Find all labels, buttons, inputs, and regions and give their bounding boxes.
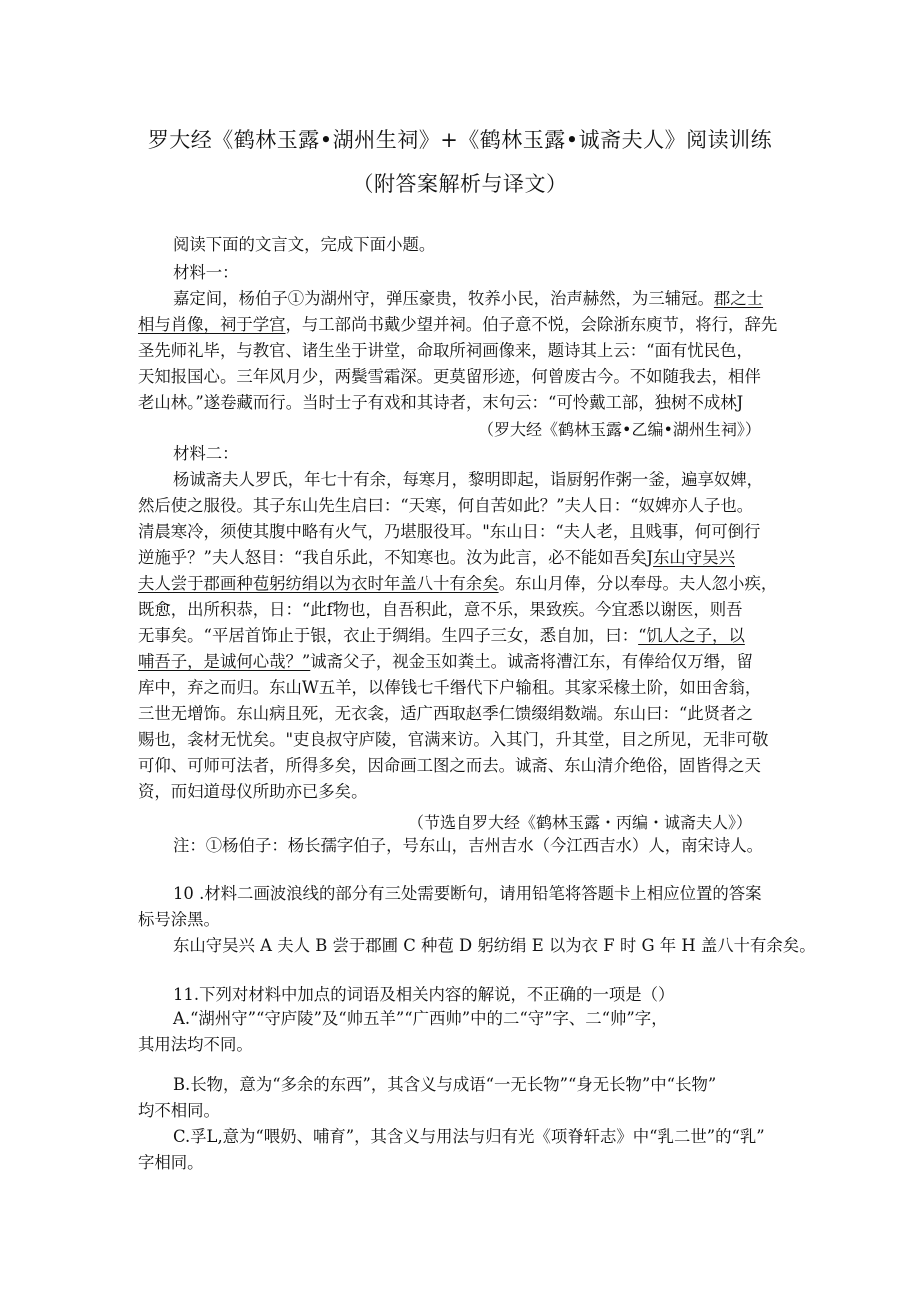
material2-line: 哺吾子，是诚何心哉？”诚斋父子，视金玉如粪土。诚斋将漕江东，有俸给仅万缗，留 [138,652,753,671]
wavy-underline-text: 郡之士 [713,289,764,308]
wavy-underline-text: 相与肖像，祠于学宫 [138,315,286,334]
question-10-options: 东山守吴兴 A 夫人 B 尝于郡圃 C 种苞 D 躬纺绢 E 以为衣 F 时 G 年 H 盖八十有余矣。 [173,936,816,955]
material1-line: 天知报国心。三年风月少，两鬓雪霜深。更莫留形迹，何曾废古今。不如随我去，相伴 [138,367,761,386]
footnote: 注：①杨伯子：杨长孺字伯子，号东山，吉州吉水（今江西吉水）人，南宋诗人。 [173,836,764,855]
material2-line: 逆施乎？”夫人怒目：“我自乐此，不知寒也。汝为此言，必不能如吾矣J东山守吴兴 [138,548,735,567]
material2-line: 资，而妇道母仪所助亦已多矣。 [138,782,368,801]
material1-line: 相与肖像，祠于学宫，与工部尚书戴少望并祠。伯子意不悦，会除浙东庾节，将行，辞先 [138,315,778,334]
material2-heading: 材料二： [173,444,239,463]
wavy-underline-text: 夫人尝于郡画种苞躬纺绢以为衣时年盖八十有余矣 [138,574,499,593]
material1-line: 圣先师礼毕，与教官、诸生坐于讲堂，命取所祠画像来，题诗其上云：“面有忧民色， [138,341,753,360]
question-11-stem: 11.下列对材料中加点的词语及相关内容的解说，不正确的一项是（） [173,985,675,1004]
option-b: B.长物，意为“多余的东西”，其含义与成语“一无长物”“身无长物”中“长物” [173,1075,717,1094]
document-subtitle: （附答案解析与译文） [352,172,568,196]
option-a-cont: 其用法均不同。 [138,1035,253,1054]
material2-line: 然后使之服役。其子东山先生启曰：“天寒，何自苦如此？”夫人日：“奴婢亦人子也。 [138,496,754,515]
material2-source: （节选自罗大经《鹤林玉露・丙编・诚斋夫人》） [408,813,753,832]
material2-line: 既愈，出所积恭，日：“此f物也，自吾积此，意不乐，果致疾。今宜悉以谢医，则吾 [138,600,743,619]
underlined-text: 哺吾子，是诚何心哉？” [138,652,311,671]
material1-line: 嘉定间，杨伯子①为湖州守，弹压豪贵，牧养小民，治声赫然，为三辅冠。郡之士 [173,289,764,308]
option-b-cont: 均不相同。 [138,1101,220,1120]
document-title: 罗大经《鹤林玉露•湖州生祠》+《鹤林玉露•诚斋夫人》阅读训练 [147,128,773,152]
material1-heading: 材料一： [173,263,239,282]
question-10-stem: 10 .材料二画波浪线的部分有三处需要断句，请用铅笔将答题卡上相应位置的答案 [173,884,762,903]
material2-line: 夫人尝于郡画种苞躬纺绢以为衣时年盖八十有余矣。东山月俸，分以奉母。夫人忽小疾， [138,574,778,593]
material2-line: 无事矣。“平居首饰止于银，衣止于绸绢。生四子三女，悉自加，曰：“饥人之子，以 [138,626,745,645]
material1-line: 老山林。”遂卷藏而行。当时士子有戏和其诗者，末句云：“可怜戴工部，独树不成林J [138,393,744,412]
option-c-cont: 字相同。 [138,1153,204,1172]
underlined-text: “饥人之子，以 [638,626,745,645]
question-10-stem-cont: 标号涂黑。 [138,910,220,929]
material2-line: 可仰、可师可法者，所得多矣，因命画工图之而去。诚斋、东山清介绝俗，固皆得之天 [138,756,761,775]
material2-line: 清晨寒冷，须使其腹中略有火气，乃堪服役耳。"东山日：“夫人老，且贱事，何可倒行 [138,522,761,541]
wavy-underline-text: 东山守吴兴 [653,548,735,567]
material2-line: 赐也，衾材无忧矣。"吏良叔守庐陵，官满来访。入其门，升其堂，目之所见，无非可敬 [138,730,769,749]
option-a: A.“湖州守”“守庐陵”及“帅五羊”“广西帅”中的二“守”字、二“帅”字， [173,1009,668,1028]
material1-source: （罗大经《鹤林玉露•乙编•湖州生祠》） [478,420,761,439]
option-c: C.孚L,意为“喂奶、哺育”，其含义与用法与归有光《项脊轩志》中“乳二世”的“乳” [173,1127,765,1146]
material2-line: 杨诚斋夫人罗氏，年七十有余，每寒月，黎明即起，诣厨躬作粥一釜，遍享奴婢， [173,470,764,489]
instruction: 阅读下面的文言文，完成下面小题。 [173,235,436,254]
material2-line: 三世无增饰。东山病且死，无衣衾，适广西取赵季仁馈缀绢数端。东山曰：“此贤者之 [138,704,753,723]
material2-line: 库中，弃之而归。东山W五羊，以俸钱七千缗代下户输租。其家采椽土阶，如田舍翁， [138,678,762,697]
